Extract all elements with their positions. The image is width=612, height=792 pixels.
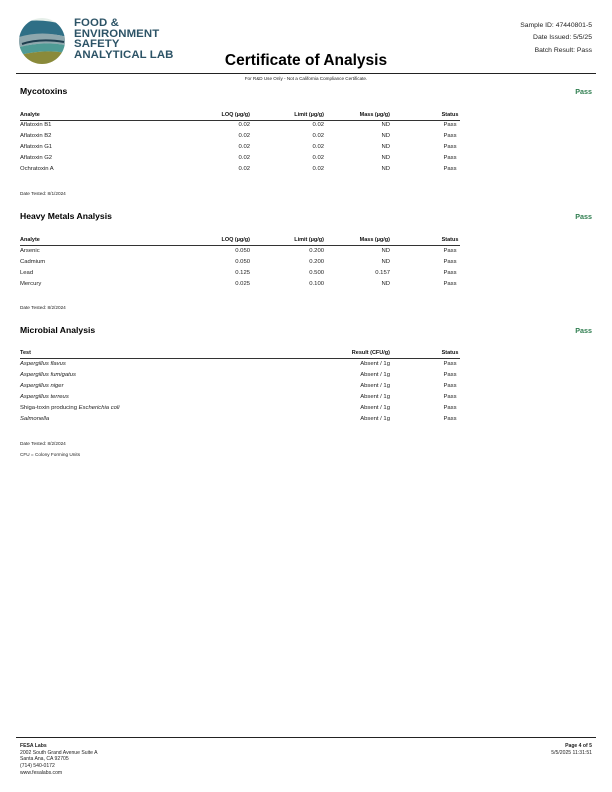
page-title: Certificate of Analysis (224, 52, 388, 69)
limit-cell: 0.200 (309, 259, 324, 265)
result-cell: Absent / 1g (360, 372, 390, 378)
analyte-cell: Aflatoxin B1 (20, 122, 52, 128)
cfu-note: CFU = Colony Forming Units (20, 452, 81, 457)
footer-address-line: 2002 South Grand Avenue Suite A (20, 749, 98, 756)
date-tested-mycotoxins: Date Tested: 8/1/2024 (20, 191, 66, 196)
table-row (20, 270, 460, 281)
logo-line: ANALYTICAL LAB (74, 48, 174, 61)
table-row (20, 248, 460, 259)
col-header: LOQ (µg/g) (221, 237, 250, 243)
test-cell (20, 383, 64, 389)
status-cell: Pass (443, 144, 457, 150)
status-cell: Pass (443, 166, 457, 172)
col-header: Test (20, 350, 31, 356)
loq-cell: 0.050 (235, 248, 250, 254)
table-row (20, 144, 460, 155)
mass-cell: ND (381, 144, 390, 150)
col-header: Status (441, 350, 459, 356)
analyte-cell: Aflatoxin G1 (20, 144, 53, 150)
table-row (20, 133, 460, 144)
disclaimer: For R&D Use Only - Not a California Compliance Certificate. (244, 76, 368, 81)
section-title-mycotoxins: Mycotoxins (20, 86, 68, 96)
analyte-cell: Lead (20, 270, 34, 276)
test-cell (20, 394, 69, 400)
mass-cell: 0.157 (375, 270, 390, 276)
limit-cell: 0.02 (312, 155, 324, 161)
header-divider (16, 73, 596, 74)
limit-cell: 0.02 (312, 166, 324, 172)
col-header: Limit (µg/g) (294, 112, 324, 118)
status-cell: Pass (443, 361, 457, 367)
batch-result: Batch Result: Pass (534, 46, 592, 54)
table-row (20, 405, 460, 416)
status-cell: Pass (443, 259, 457, 265)
result-cell: Absent / 1g (360, 394, 390, 400)
footer-phone: (714) 540-0172 (20, 763, 55, 770)
result-cell: Absent / 1g (360, 405, 390, 411)
loq-cell: 0.02 (238, 144, 250, 150)
analyte-cell: Arsenic (20, 248, 40, 254)
col-header: Result (CFU/g) (351, 350, 390, 356)
result-cell: Absent / 1g (360, 416, 390, 422)
section-title-microbial: Microbial Analysis (20, 325, 96, 335)
col-header: Mass (µg/g) (359, 112, 390, 118)
status-cell: Pass (443, 122, 457, 128)
status-cell: Pass (443, 248, 457, 254)
table-row (20, 383, 460, 394)
col-header: Status (441, 112, 459, 118)
mass-cell: ND (381, 122, 390, 128)
test-prefix: Shiga-toxin producing (20, 405, 79, 411)
logo-line: SAFETY (74, 38, 120, 51)
mass-cell: ND (381, 248, 390, 254)
footer-page-info (551, 743, 592, 756)
test-cell (20, 405, 120, 411)
col-header: Status (441, 237, 459, 243)
loq-cell: 0.050 (235, 259, 250, 265)
col-header: LOQ (µg/g) (221, 112, 250, 118)
limit-cell: 0.200 (309, 248, 324, 254)
organism-name: Aspergillus terreus (20, 394, 69, 400)
loq-cell: 0.02 (238, 155, 250, 161)
analyte-cell: Aflatoxin G2 (20, 155, 53, 161)
table-header-mycotoxins (20, 112, 460, 121)
organism-name: Aspergillus niger (20, 383, 64, 389)
table-row (20, 166, 460, 177)
table-header-microbial (20, 350, 460, 359)
footer-address (20, 743, 98, 777)
col-header: Limit (µg/g) (294, 237, 324, 243)
date-tested-heavy-metals: Date Tested: 8/2/2024 (20, 305, 66, 310)
table-row (20, 281, 460, 292)
status-badge-heavy-metals: Pass (575, 212, 592, 221)
status-cell: Pass (443, 405, 457, 411)
test-cell (20, 372, 76, 378)
footer-website[interactable]: www.fesalabs.com (20, 769, 63, 776)
result-cell: Absent / 1g (360, 383, 390, 389)
footer-company: FESA Labs (20, 743, 47, 749)
sample-id: Sample ID: 47440801-5 (520, 22, 592, 29)
status-badge-microbial: Pass (575, 326, 592, 335)
loq-cell: 0.02 (238, 122, 250, 128)
section-title-heavy-metals: Heavy Metals Analysis (20, 211, 112, 221)
test-cell (20, 361, 66, 367)
status-cell: Pass (443, 394, 457, 400)
col-header: Analyte (20, 112, 40, 118)
status-cell: Pass (443, 155, 457, 161)
limit-cell: 0.500 (309, 270, 324, 276)
footer-divider (16, 737, 596, 738)
status-cell: Pass (443, 383, 457, 389)
col-header: Mass (µg/g) (359, 237, 390, 243)
footer-address-line: Santa Ana, CA 92705 (20, 756, 69, 763)
organism-name: Aspergillus fumigatus (20, 372, 76, 378)
status-badge-mycotoxins: Pass (575, 87, 592, 96)
limit-cell: 0.02 (312, 133, 324, 139)
status-cell: Pass (443, 281, 457, 287)
loq-cell: 0.125 (235, 270, 250, 276)
table-row (20, 259, 460, 270)
col-header: Analyte (20, 237, 40, 243)
mass-cell: ND (381, 166, 390, 172)
loq-cell: 0.02 (238, 166, 250, 172)
limit-cell: 0.100 (309, 281, 324, 287)
date-issued: Date Issued: 5/5/25 (533, 34, 592, 42)
status-cell: Pass (443, 133, 457, 139)
organism-name: Salmonella (20, 416, 50, 422)
table-header-heavy-metals (20, 237, 460, 246)
page-number: Page 4 of 5 (565, 743, 592, 749)
analyte-cell: Mercury (20, 281, 42, 287)
status-cell: Pass (443, 416, 457, 422)
logo-line: ENVIRONMENT (74, 27, 160, 40)
loq-cell: 0.025 (235, 281, 250, 287)
logo-line: FOOD & (74, 17, 119, 29)
organism-name: Escherichia coli (78, 405, 120, 411)
print-timestamp: 5/5/2025 11:31:51 (551, 749, 592, 756)
mass-cell: ND (381, 133, 390, 139)
table-row (20, 122, 460, 133)
analyte-cell: Cadmium (20, 259, 46, 265)
table-row (20, 394, 460, 405)
analyte-cell: Aflatoxin B2 (20, 133, 52, 139)
status-cell: Pass (443, 270, 457, 276)
table-row (20, 416, 460, 427)
limit-cell: 0.02 (312, 122, 324, 128)
mass-cell: ND (381, 259, 390, 265)
limit-cell: 0.02 (312, 144, 324, 150)
date-tested-microbial: Date Tested: 8/2/2024 (20, 441, 66, 446)
status-cell: Pass (443, 372, 457, 378)
organism-name: Aspergillus flavus (20, 361, 66, 367)
test-cell (20, 416, 49, 422)
result-cell: Absent / 1g (360, 361, 390, 367)
mass-cell: ND (381, 155, 390, 161)
table-row (20, 372, 460, 383)
mass-cell: ND (381, 281, 390, 287)
loq-cell: 0.02 (238, 133, 250, 139)
analyte-cell: Ochratoxin A (20, 166, 54, 172)
table-row (20, 361, 460, 372)
table-row (20, 155, 460, 166)
